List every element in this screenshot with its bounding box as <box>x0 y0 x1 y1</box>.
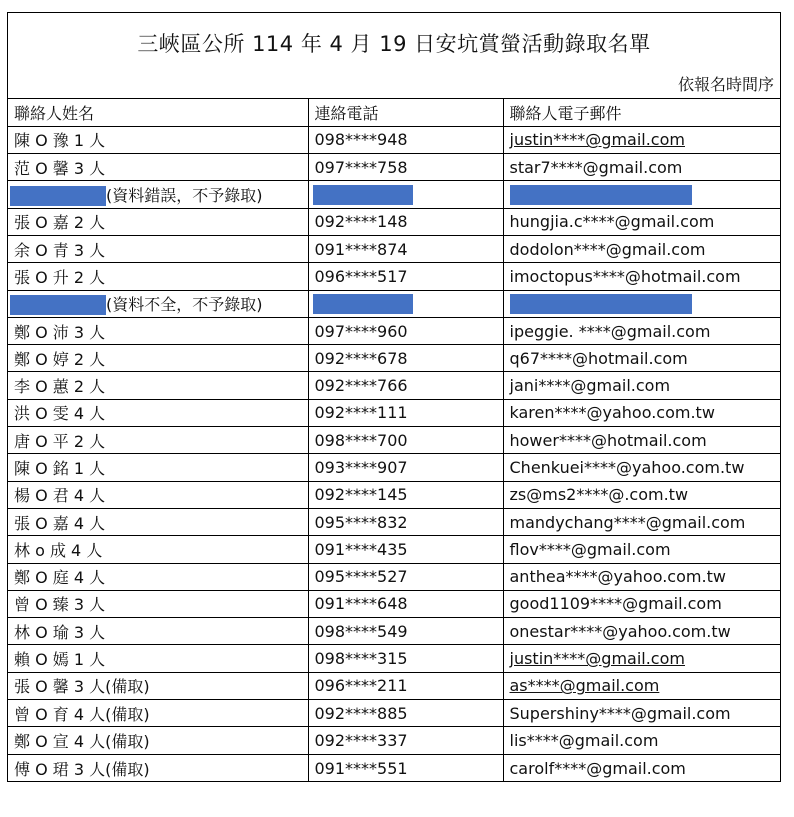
cell-phone: 092****885 <box>308 700 503 727</box>
cell-name: 陳 O 豫 1 人 <box>8 126 308 153</box>
table-row <box>8 372 780 399</box>
cell-email: mandychang****@gmail.com <box>503 508 780 535</box>
cell-phone: 091****874 <box>308 235 503 262</box>
cell-name: 賴 O 嫣 1 人 <box>8 645 308 672</box>
cell-name: 曾 O 臻 3 人 <box>8 590 308 617</box>
redaction-mask <box>10 295 106 315</box>
cell-name: 鄭 O 婷 2 人 <box>8 345 308 372</box>
cell-email: karen****@yahoo.com.tw <box>503 399 780 426</box>
redaction-mask <box>313 185 413 205</box>
cell-email: imoctopus****@hotmail.com <box>503 263 780 290</box>
table-row <box>8 563 780 590</box>
cell-phone: 092****337 <box>308 727 503 754</box>
cell-phone: 098****700 <box>308 427 503 454</box>
cell-name <box>8 290 308 317</box>
table-row <box>8 235 780 262</box>
cell-name: 鄭 O 宣 4 人(備取) <box>8 727 308 754</box>
header-phone: 連絡電話 <box>308 99 503 126</box>
cell-email: star7****@gmail.com <box>503 154 780 181</box>
cell-name: 張 O 升 2 人 <box>8 263 308 290</box>
table-row <box>8 263 780 290</box>
table-header-row <box>8 99 780 126</box>
rejection-note: (資料不全，不予錄取) <box>106 294 263 314</box>
header-email: 聯絡人電子郵件 <box>503 99 780 126</box>
cell-phone: 095****832 <box>308 508 503 535</box>
cell-email: zs@ms2****@.com.tw <box>503 481 780 508</box>
cell-phone <box>308 290 503 317</box>
header-name: 聯絡人姓名 <box>8 99 308 126</box>
rejection-note: (資料錯誤，不予錄取) <box>106 185 263 205</box>
redaction-mask <box>510 185 692 205</box>
cell-name: 張 O 馨 3 人(備取) <box>8 672 308 699</box>
cell-email: anthea****@yahoo.com.tw <box>503 563 780 590</box>
cell-email: hower****@hotmail.com <box>503 427 780 454</box>
cell-email-link: as****@gmail.com <box>503 672 780 699</box>
cell-email: good1109****@gmail.com <box>503 590 780 617</box>
cell-phone: 097****960 <box>308 317 503 344</box>
table-row <box>8 672 780 699</box>
cell-phone <box>308 181 503 208</box>
table-row <box>8 754 780 781</box>
cell-name: 林 O 瑜 3 人 <box>8 618 308 645</box>
cell-name: 范 O 馨 3 人 <box>8 154 308 181</box>
table-row <box>8 154 780 181</box>
cell-email-link: justin****@gmail.com <box>503 126 780 153</box>
table-row <box>8 481 780 508</box>
cell-name: 唐 O 平 2 人 <box>8 427 308 454</box>
cell-name: 張 O 嘉 2 人 <box>8 208 308 235</box>
table-row <box>8 317 780 344</box>
cell-name: 張 O 嘉 4 人 <box>8 508 308 535</box>
table-row <box>8 536 780 563</box>
cell-phone: 095****527 <box>308 563 503 590</box>
cell-phone: 096****211 <box>308 672 503 699</box>
document-title: 三峽區公所 114 年 4 月 19 日安坑賞螢活動錄取名單 <box>137 32 651 56</box>
admission-table <box>8 99 780 781</box>
cell-phone: 091****435 <box>308 536 503 563</box>
cell-email: jani****@gmail.com <box>503 372 780 399</box>
cell-phone: 092****148 <box>308 208 503 235</box>
cell-phone: 093****907 <box>308 454 503 481</box>
table-row <box>8 645 780 672</box>
redaction-mask <box>510 294 692 314</box>
cell-phone: 096****517 <box>308 263 503 290</box>
cell-email: ipeggie. ****@gmail.com <box>503 317 780 344</box>
cell-name: 余 O 青 3 人 <box>8 235 308 262</box>
cell-name <box>8 181 308 208</box>
cell-name: 鄭 O 庭 4 人 <box>8 563 308 590</box>
document-subtitle: 依報名時間序 <box>677 75 774 94</box>
table-row <box>8 208 780 235</box>
cell-phone: 092****766 <box>308 372 503 399</box>
table-row-redacted <box>8 181 780 208</box>
cell-email: q67****@hotmail.com <box>503 345 780 372</box>
cell-email <box>503 290 780 317</box>
cell-name: 陳 O 銘 1 人 <box>8 454 308 481</box>
cell-name: 李 O 蕙 2 人 <box>8 372 308 399</box>
redaction-mask <box>313 294 413 314</box>
cell-email: carolf****@gmail.com <box>503 754 780 781</box>
cell-phone: 092****145 <box>308 481 503 508</box>
cell-phone: 098****549 <box>308 618 503 645</box>
table-row <box>8 126 780 153</box>
title-block <box>8 13 780 99</box>
table-row <box>8 454 780 481</box>
cell-phone: 097****758 <box>308 154 503 181</box>
table-row <box>8 590 780 617</box>
cell-email: dodolon****@gmail.com <box>503 235 780 262</box>
cell-phone: 091****551 <box>308 754 503 781</box>
cell-name: 洪 O 雯 4 人 <box>8 399 308 426</box>
cell-name: 曾 O 育 4 人(備取) <box>8 700 308 727</box>
cell-email: hungjia.c****@gmail.com <box>503 208 780 235</box>
cell-name: 鄭 O 沛 3 人 <box>8 317 308 344</box>
table-row <box>8 508 780 535</box>
table-body <box>8 126 780 781</box>
cell-email: lis****@gmail.com <box>503 727 780 754</box>
cell-name: 林 o 成 4 人 <box>8 536 308 563</box>
table-row <box>8 427 780 454</box>
cell-phone: 091****648 <box>308 590 503 617</box>
admission-list-document <box>7 12 781 782</box>
cell-phone: 092****111 <box>308 399 503 426</box>
cell-email-link: justin****@gmail.com <box>503 645 780 672</box>
cell-phone: 098****315 <box>308 645 503 672</box>
table-row <box>8 345 780 372</box>
redaction-mask <box>10 186 106 206</box>
cell-name: 傅 O 珺 3 人(備取) <box>8 754 308 781</box>
table-row-redacted <box>8 290 780 317</box>
table-row <box>8 399 780 426</box>
table-row <box>8 700 780 727</box>
table-row <box>8 618 780 645</box>
cell-email: onestar****@yahoo.com.tw <box>503 618 780 645</box>
table-row <box>8 727 780 754</box>
cell-email: flov****@gmail.com <box>503 536 780 563</box>
cell-email <box>503 181 780 208</box>
cell-phone: 092****678 <box>308 345 503 372</box>
cell-email: Supershiny****@gmail.com <box>503 700 780 727</box>
cell-phone: 098****948 <box>308 126 503 153</box>
cell-name: 楊 O 君 4 人 <box>8 481 308 508</box>
cell-email: Chenkuei****@yahoo.com.tw <box>503 454 780 481</box>
